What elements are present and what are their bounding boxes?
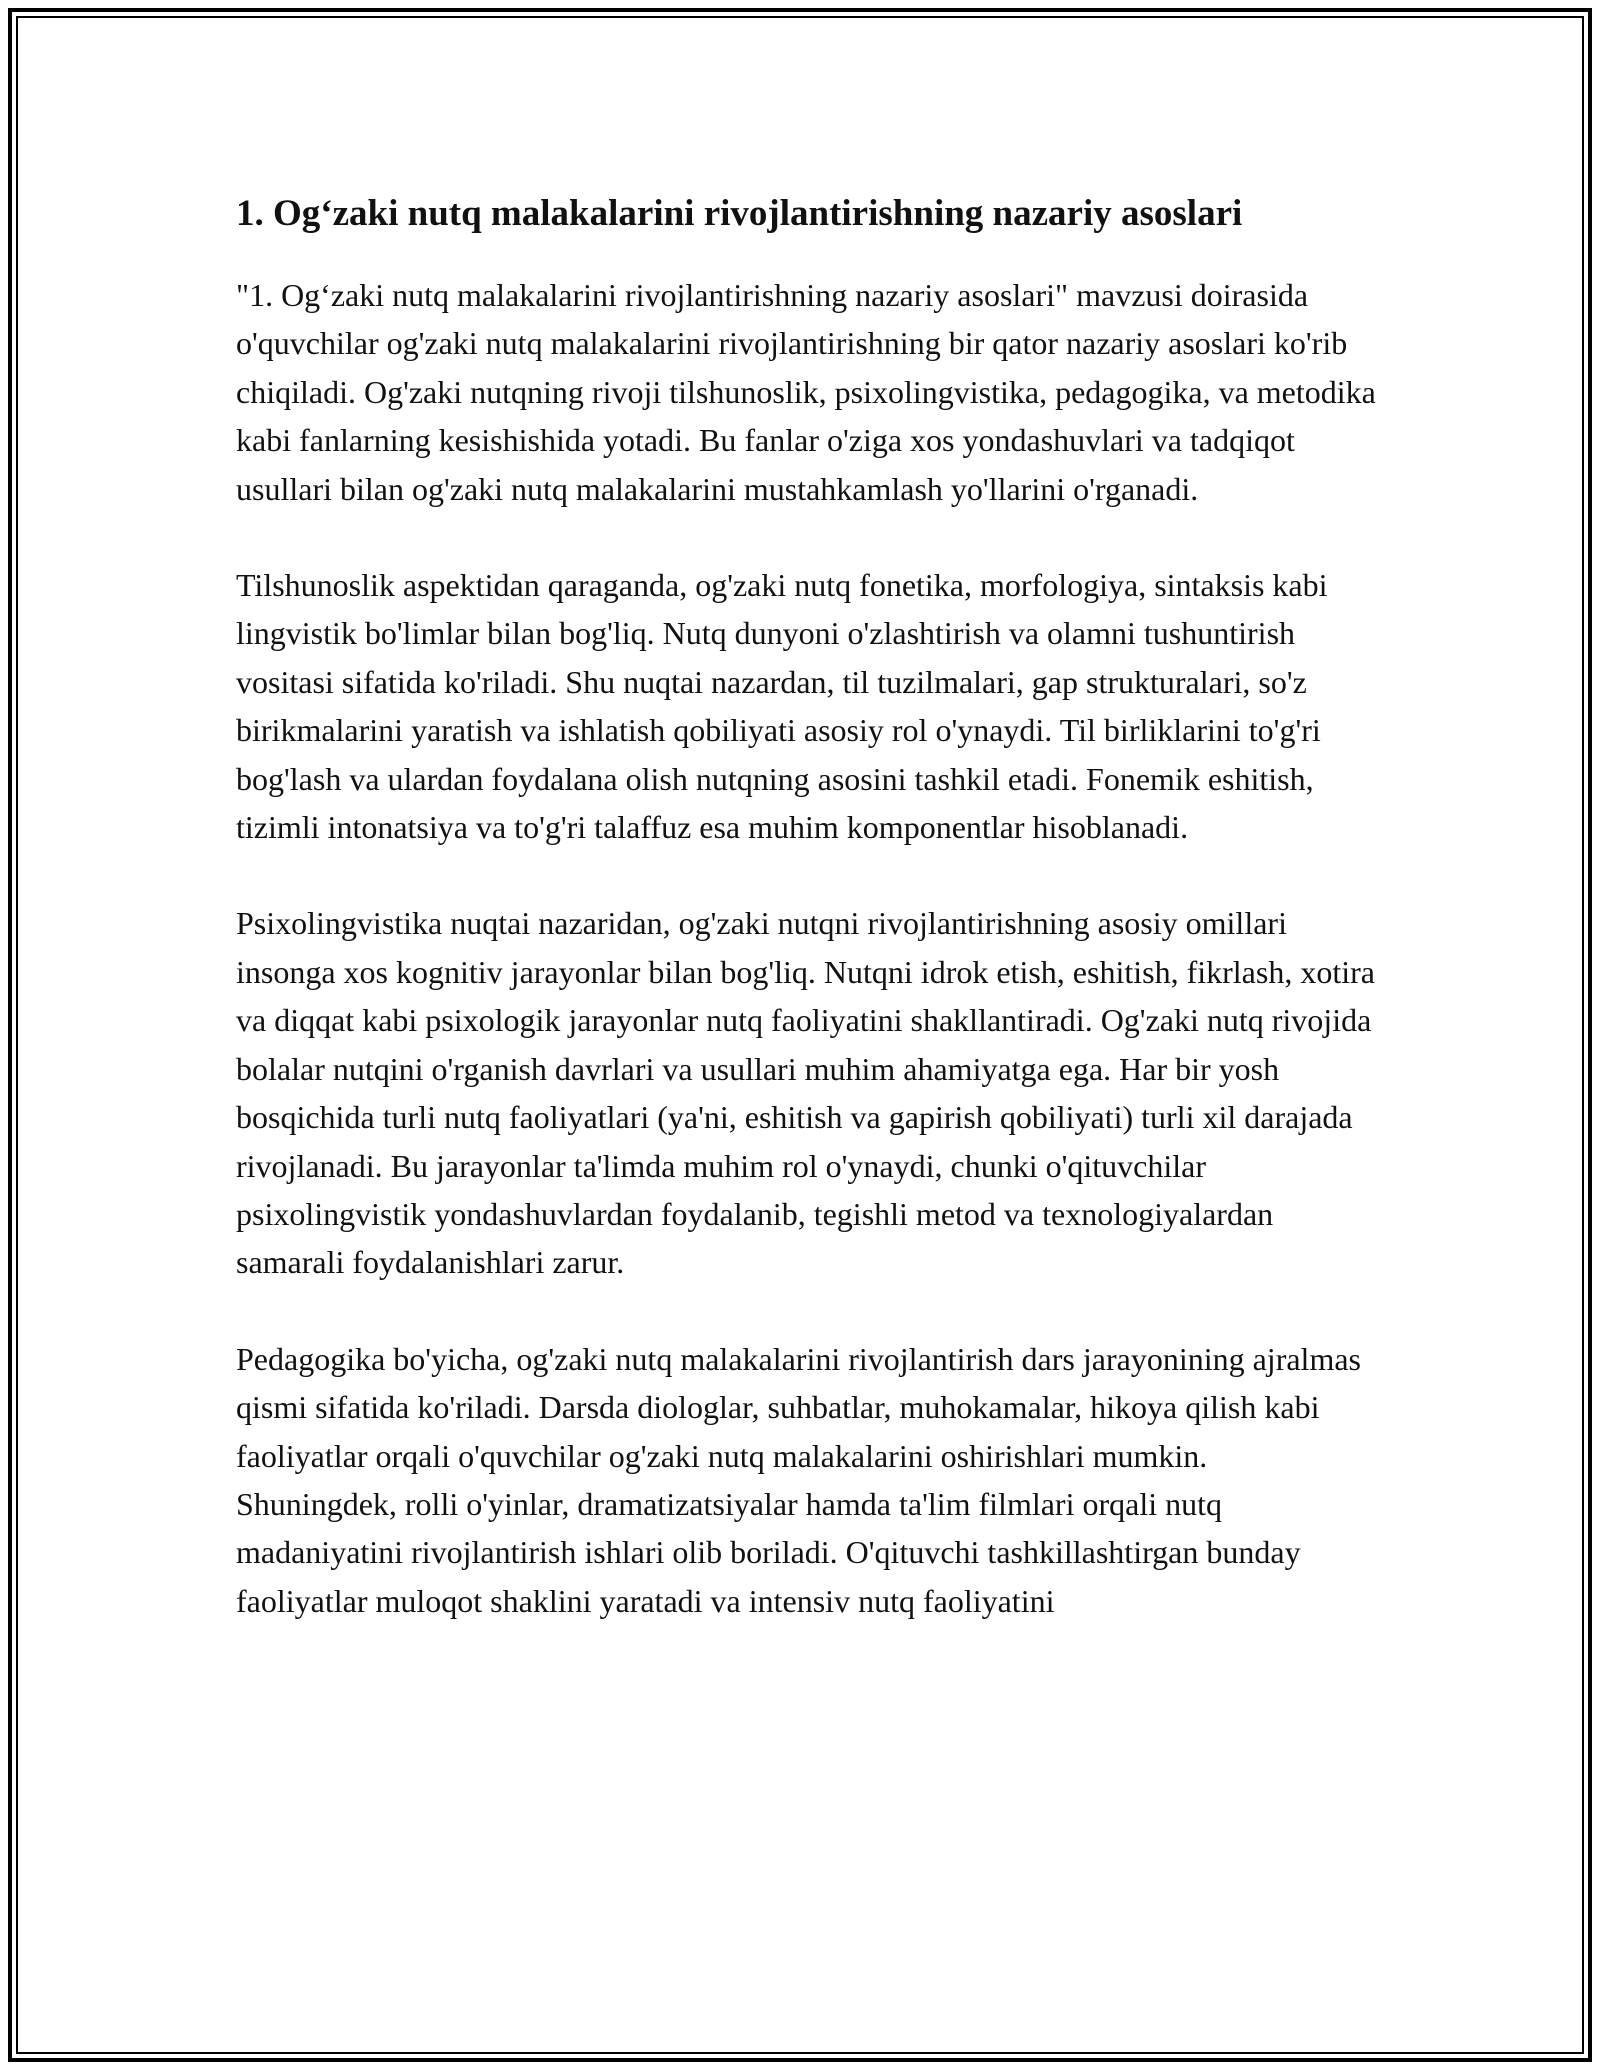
document-body xyxy=(236,186,1376,1625)
section-heading: 1. Og‘zaki nutq malakalarini rivojlantirishning nazariy asoslari xyxy=(236,193,1243,234)
paragraph-linguistics: Tilshunoslik aspektidan qaraganda, og'zaki nutq fonetika, morfologiya, sintaksis kabi lingvistik bo'limlar bilan bog'liq. Nutq dunyoni o'zlashtirish va olamni tushuntirish vositasi sifatida ko'riladi. Shu nuqtai nazardan, til tuzilmalari, gap strukturalari, so'z birikmalarini yaratish va ishlatish qobiliyati asosiy rol o'ynaydi. Til birliklarini to'g'ri bog'lash va ulardan foydalana olish nutqning asosini tashkil etadi. Fonemik eshitish, tizimli intonatsiya va to'g'ri talaffuz esa muhim komponentlar hisoblanadi. xyxy=(236,567,1328,846)
paragraph-psycholinguistics: Psixolingvistika nuqtai nazaridan, og'zaki nutqni rivojlantirishning asosiy omillari insonga xos kognitiv jarayonlar bilan bog'liq. Nutqni idrok etish, eshitish, fikrlash, xotira va diqqat kabi psixologik jarayonlar nutq faoliyatini shakllantiradi. Og'zaki nutq rivojida bolalar nutqini o'rganish davrlari va usullari muhim ahamiyatga ega. Har bir yosh bosqichida turli nutq faoliyatlari (ya'ni, eshitish va gapirish qobiliyati) turli xil darajada rivojlanadi. Bu jarayonlar ta'limda muhim rol o'ynaydi, chunki o'qituvchilar psixolingvistik yondashuvlardan foydalanib, tegishli metod va texnologiyalardan samarali foydalanishlari zarur. xyxy=(236,905,1375,1281)
paragraph-pedagogy: Pedagogika bo'yicha, og'zaki nutq malakalarini rivojlantirish dars jarayonining ajralmas qismi sifatida ko'riladi. Darsda diologlar, suhbatlar, muhokamalar, hikoya qilish kabi faoliyatlar orqali o'quvchilar og'zaki nutq malakalarini oshirishlari mumkin. Shuningdek, rolli o'yinlar, dramatizatsiyalar hamda ta'lim filmlari orqali nutq madaniyatini rivojlantirish ishlari olib boriladi. O'qituvchi tashkillashtirgan bunday faoliyatlar muloqot shaklini yaratadi va intensiv nutq faoliyatini xyxy=(236,1340,1361,1619)
paragraph-intro: "1. Og‘zaki nutq malakalarini rivojlantirishning nazariy asoslari" mavzusi doirasida o'quvchilar og'zaki nutq malakalarini rivojlantirishning bir qator nazariy asoslari ko'rib chiqiladi. Og'zaki nutqning rivoji tilshunoslik, psixolingvistika, pedagogika, va metodika kabi fanlarning kesishishida yotadi. Bu fanlar o'ziga xos yondashuvlari va tadqiqot usullari bilan og'zaki nutq malakalarini mustahkamlash yo'llarini o'rganadi. xyxy=(236,277,1376,507)
